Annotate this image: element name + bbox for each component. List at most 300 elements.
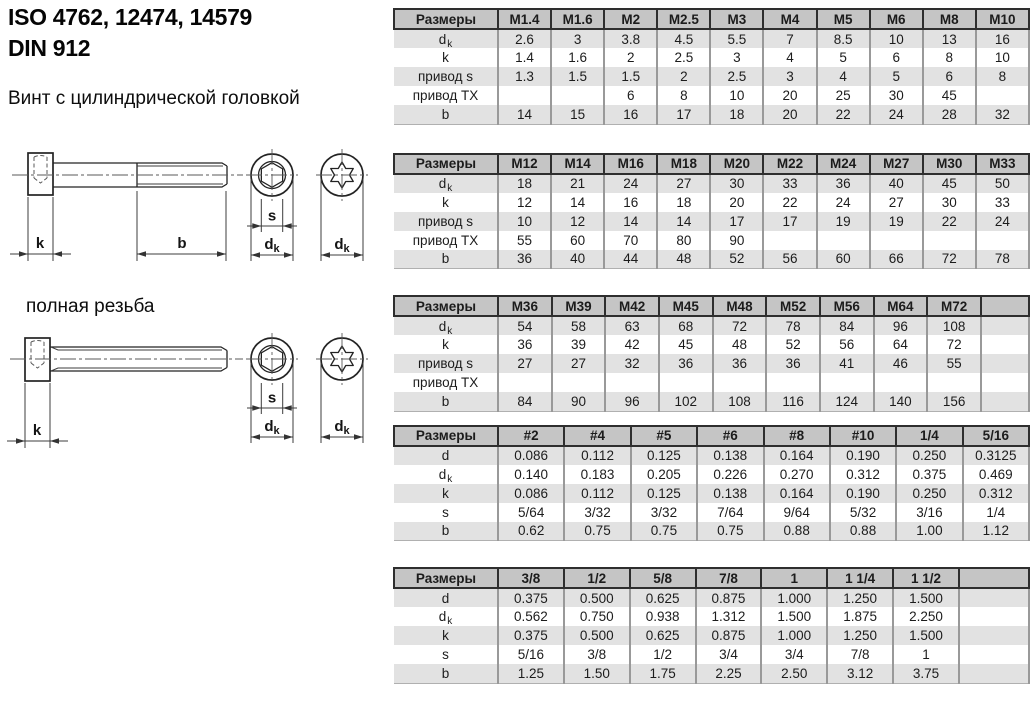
param-value: 30	[923, 193, 976, 212]
table-row	[394, 607, 1029, 626]
param-value: 55	[927, 354, 981, 373]
table-row	[394, 67, 1029, 86]
param-label: b	[394, 392, 498, 411]
param-value: 8.5	[817, 29, 870, 48]
param-value: 63	[605, 316, 659, 335]
param-value: 0.75	[564, 522, 630, 541]
param-value: 0.164	[764, 446, 830, 465]
dim-label-k: k	[35, 235, 45, 252]
param-label: k	[394, 335, 498, 354]
size-col-header: 1/2	[564, 568, 630, 588]
param-value: 1.4	[498, 48, 551, 67]
size-col-header: #10	[830, 426, 896, 446]
socket-hidden-lines	[31, 341, 44, 369]
param-value: 14	[498, 105, 551, 124]
param-value	[605, 373, 659, 392]
param-label: привод TX	[394, 231, 498, 250]
param-value: 17	[763, 212, 816, 231]
param-value: 1.312	[696, 607, 762, 626]
param-value: 2	[657, 67, 710, 86]
param-value: 3/4	[761, 645, 827, 664]
param-value: 2.25	[696, 664, 762, 683]
param-value: 0.469	[963, 465, 1029, 484]
screw-partial-thread-drawing	[0, 145, 392, 267]
param-label: привод s	[394, 212, 498, 231]
screw-head-outline	[28, 153, 53, 195]
size-row-header: Размеры	[394, 154, 498, 174]
param-value: 0.125	[631, 484, 697, 503]
param-value: 3/32	[631, 503, 697, 522]
param-value: 3.75	[893, 664, 959, 683]
param-value: 27	[552, 354, 606, 373]
dim-label-dk-torx: $d_k$	[334, 418, 350, 437]
dim-label-dk: $d_k$	[264, 418, 280, 437]
spec-table-metric-medium	[393, 153, 1030, 270]
param-value: 32	[976, 105, 1029, 124]
param-value: 0.138	[697, 484, 763, 503]
param-value: 66	[870, 250, 923, 269]
param-value: 68	[659, 316, 713, 335]
size-col-header: 1	[761, 568, 827, 588]
param-value	[498, 373, 552, 392]
param-value: 2.50	[761, 664, 827, 683]
param-value: 78	[976, 250, 1029, 269]
table-row	[394, 105, 1029, 124]
param-value: 0.250	[896, 446, 962, 465]
param-label: $d_k$	[394, 316, 498, 335]
left-column	[0, 0, 392, 703]
param-value: 16	[604, 105, 657, 124]
param-value: 36	[498, 250, 551, 269]
param-value	[981, 316, 1029, 335]
param-value: 4.5	[657, 29, 710, 48]
param-value: 0.226	[697, 465, 763, 484]
param-label: привод s	[394, 354, 498, 373]
screw-full-thread-drawing	[0, 330, 392, 455]
size-col-header: M8	[923, 9, 976, 29]
param-value	[976, 231, 1029, 250]
param-value: 96	[605, 392, 659, 411]
param-value: 0.250	[896, 484, 962, 503]
product-name: Винт с цилиндрической головкой	[8, 88, 300, 109]
param-value: 0.183	[564, 465, 630, 484]
dim-label-dk: $d_k$	[264, 236, 280, 255]
param-value: 1.500	[893, 626, 959, 645]
table-row	[394, 250, 1029, 269]
param-value: 3.12	[827, 664, 893, 683]
param-value: 27	[657, 174, 710, 193]
table-row	[394, 48, 1029, 67]
param-label: d	[394, 588, 498, 607]
param-value	[498, 86, 551, 105]
param-value: 6	[870, 48, 923, 67]
param-value: 0.375	[498, 588, 564, 607]
table-row	[394, 664, 1029, 683]
size-col-header: 7/8	[696, 568, 762, 588]
param-value: 52	[766, 335, 820, 354]
table-row	[394, 86, 1029, 105]
spec-table-metric-small	[393, 8, 1030, 125]
size-col-header: M48	[713, 296, 767, 316]
param-value: 84	[820, 316, 874, 335]
param-value: 60	[817, 250, 870, 269]
param-value: 0.625	[630, 626, 696, 645]
param-value: 16	[604, 193, 657, 212]
size-col-header: M14	[551, 154, 604, 174]
full-thread-label: полная резьба	[26, 296, 155, 317]
size-col-header: M3	[710, 9, 763, 29]
param-value	[959, 645, 1029, 664]
param-value: 14	[657, 212, 710, 231]
param-value: 19	[817, 212, 870, 231]
param-value	[959, 664, 1029, 683]
param-value: 8	[657, 86, 710, 105]
blank-col-header	[959, 568, 1029, 588]
spec-table-metric-large	[393, 295, 1030, 412]
param-value: 42	[605, 335, 659, 354]
param-value: 90	[552, 392, 606, 411]
crosshair-centerlines-torx	[316, 149, 368, 201]
param-value: 2.6	[498, 29, 551, 48]
param-value: 0.3125	[963, 446, 1029, 465]
param-value: 46	[874, 354, 928, 373]
param-value: 2.250	[893, 607, 959, 626]
param-value: 14	[551, 193, 604, 212]
page-title	[8, 2, 252, 64]
param-value: 2.5	[710, 67, 763, 86]
table-row	[394, 316, 1029, 335]
size-col-header: 5/16	[963, 426, 1029, 446]
param-value: 33	[976, 193, 1029, 212]
param-value: 0.88	[764, 522, 830, 541]
param-value: 18	[498, 174, 551, 193]
param-value: 0.875	[696, 588, 762, 607]
param-value: 5/32	[830, 503, 896, 522]
param-value: 52	[710, 250, 763, 269]
size-col-header: M39	[552, 296, 606, 316]
param-value	[820, 373, 874, 392]
param-value: 1.5	[551, 67, 604, 86]
size-col-header: #6	[697, 426, 763, 446]
param-value: 90	[710, 231, 763, 250]
param-value: 6	[604, 86, 657, 105]
table-row	[394, 503, 1029, 522]
param-value: 0.086	[498, 484, 564, 503]
param-label: b	[394, 105, 498, 124]
param-value: 22	[817, 105, 870, 124]
param-value: 3/8	[564, 645, 630, 664]
param-label: k	[394, 48, 498, 67]
param-value: 1.5	[604, 67, 657, 86]
table-row	[394, 212, 1029, 231]
size-col-header: M30	[923, 154, 976, 174]
size-row-header: Размеры	[394, 9, 498, 29]
param-value: 1.50	[564, 664, 630, 683]
param-value: 0.500	[564, 588, 630, 607]
param-label: привод s	[394, 67, 498, 86]
size-col-header: M1.6	[551, 9, 604, 29]
param-value	[959, 607, 1029, 626]
param-value	[981, 335, 1029, 354]
size-col-header: M56	[820, 296, 874, 316]
param-value: 0.164	[764, 484, 830, 503]
param-value: 0.112	[564, 484, 630, 503]
param-value: 40	[870, 174, 923, 193]
param-value: 27	[498, 354, 552, 373]
table-row	[394, 522, 1029, 541]
param-value	[551, 86, 604, 105]
param-value: 40	[551, 250, 604, 269]
size-col-header: 1/4	[896, 426, 962, 446]
size-row-header: Размеры	[394, 296, 498, 316]
param-value: 0.375	[498, 626, 564, 645]
param-value	[981, 392, 1029, 411]
param-value: 1.00	[896, 522, 962, 541]
size-col-header: M20	[710, 154, 763, 174]
param-label: b	[394, 664, 498, 683]
spec-table-inch-large	[393, 567, 1030, 684]
param-value: 24	[976, 212, 1029, 231]
param-label: k	[394, 626, 498, 645]
param-value	[959, 626, 1029, 645]
param-value	[976, 86, 1029, 105]
param-value: 20	[763, 86, 816, 105]
param-value: 55	[498, 231, 551, 250]
param-label: $d_k$	[394, 607, 498, 626]
param-value: 60	[551, 231, 604, 250]
param-value	[959, 588, 1029, 607]
standard-iso: ISO 4762, 12474, 14579	[8, 4, 253, 30]
param-value: 36	[817, 174, 870, 193]
dim-label-dk-torx: $d_k$	[334, 236, 350, 255]
param-value: 36	[498, 335, 552, 354]
param-label: $d_k$	[394, 174, 498, 193]
param-value	[927, 373, 981, 392]
param-label: d	[394, 446, 498, 465]
param-value: 4	[817, 67, 870, 86]
size-col-header: M27	[870, 154, 923, 174]
size-col-header: #5	[631, 426, 697, 446]
param-value: 7/8	[827, 645, 893, 664]
param-label: k	[394, 193, 498, 212]
param-value: 5	[817, 48, 870, 67]
table-row	[394, 446, 1029, 465]
param-value: 64	[874, 335, 928, 354]
param-value: 20	[763, 105, 816, 124]
param-value: 5/16	[498, 645, 564, 664]
param-value: 7/64	[697, 503, 763, 522]
param-value: 0.125	[631, 446, 697, 465]
param-value: 2	[604, 48, 657, 67]
size-col-header: M52	[766, 296, 820, 316]
param-value: 3/32	[564, 503, 630, 522]
size-col-header: #8	[764, 426, 830, 446]
param-value	[766, 373, 820, 392]
param-value: 3	[710, 48, 763, 67]
param-value: 36	[713, 354, 767, 373]
param-value: 0.500	[564, 626, 630, 645]
param-value: 96	[874, 316, 928, 335]
param-value: 72	[713, 316, 767, 335]
standard-din: DIN 912	[8, 35, 91, 61]
param-value	[981, 354, 1029, 373]
size-col-header: M36	[498, 296, 552, 316]
size-col-header: M12	[498, 154, 551, 174]
size-col-header: M72	[927, 296, 981, 316]
table-row	[394, 193, 1029, 212]
table-row	[394, 29, 1029, 48]
param-value: 9/64	[764, 503, 830, 522]
param-value: 0.112	[564, 446, 630, 465]
size-col-header: M2	[604, 9, 657, 29]
param-value: 18	[710, 105, 763, 124]
param-value: 72	[927, 335, 981, 354]
crosshair-centerlines	[246, 333, 298, 385]
param-value: 36	[766, 354, 820, 373]
table-row	[394, 373, 1029, 392]
param-value: 1	[893, 645, 959, 664]
param-value: 22	[763, 193, 816, 212]
param-value: 0.086	[498, 446, 564, 465]
param-value: 45	[923, 174, 976, 193]
param-value: 12	[551, 212, 604, 231]
param-value: 17	[657, 105, 710, 124]
param-value: 0.625	[630, 588, 696, 607]
param-value: 108	[927, 316, 981, 335]
size-col-header: 1 1/4	[827, 568, 893, 588]
dim-label-k: k	[32, 422, 42, 439]
param-value: 0.750	[564, 607, 630, 626]
param-label: b	[394, 522, 498, 541]
param-value: 1.75	[630, 664, 696, 683]
param-value: 19	[870, 212, 923, 231]
param-value: 3/16	[896, 503, 962, 522]
param-value: 15	[551, 105, 604, 124]
param-value: 0.270	[764, 465, 830, 484]
param-value: 1.25	[498, 664, 564, 683]
dim-label-s: s	[267, 389, 277, 407]
size-col-header: 3/8	[498, 568, 564, 588]
param-value: 0.88	[830, 522, 896, 541]
param-value: 30	[710, 174, 763, 193]
param-value: 102	[659, 392, 713, 411]
param-value: 108	[713, 392, 767, 411]
table-row	[394, 231, 1029, 250]
table-row	[394, 484, 1029, 503]
param-value: 24	[604, 174, 657, 193]
param-value: 0.375	[896, 465, 962, 484]
param-label: k	[394, 484, 498, 503]
param-value: 0.312	[963, 484, 1029, 503]
param-value: 24	[870, 105, 923, 124]
param-value: 8	[976, 67, 1029, 86]
param-label: привод TX	[394, 86, 498, 105]
table-row	[394, 392, 1029, 411]
param-value	[552, 373, 606, 392]
param-value: 56	[820, 335, 874, 354]
param-value: 84	[498, 392, 552, 411]
param-value	[763, 231, 816, 250]
param-value: 10	[976, 48, 1029, 67]
param-value: 24	[817, 193, 870, 212]
param-value: 21	[551, 174, 604, 193]
param-value	[817, 231, 870, 250]
param-value: 78	[766, 316, 820, 335]
param-value: 0.875	[696, 626, 762, 645]
size-col-header: M45	[659, 296, 713, 316]
param-value: 32	[605, 354, 659, 373]
param-value: 0.75	[631, 522, 697, 541]
param-value: 13	[923, 29, 976, 48]
param-value: 5.5	[710, 29, 763, 48]
param-value: 2.5	[657, 48, 710, 67]
size-col-header: M2.5	[657, 9, 710, 29]
param-value: 17	[710, 212, 763, 231]
param-value: 20	[710, 193, 763, 212]
param-value: 44	[604, 250, 657, 269]
param-value	[659, 373, 713, 392]
size-col-header: 1 1/2	[893, 568, 959, 588]
param-value: 0.312	[830, 465, 896, 484]
table-row	[394, 588, 1029, 607]
param-value: 80	[657, 231, 710, 250]
table-row	[394, 174, 1029, 193]
param-value: 48	[657, 250, 710, 269]
size-row-header: Размеры	[394, 426, 498, 446]
param-value: 1.250	[827, 626, 893, 645]
param-value: 0.75	[697, 522, 763, 541]
param-label: $d_k$	[394, 29, 498, 48]
size-col-header: M64	[874, 296, 928, 316]
spec-table-inch-small	[393, 425, 1030, 542]
param-value	[874, 373, 928, 392]
param-value: 10	[710, 86, 763, 105]
param-value: 1.3	[498, 67, 551, 86]
param-value	[923, 231, 976, 250]
param-value: 0.938	[630, 607, 696, 626]
param-value: 10	[498, 212, 551, 231]
param-value: 5/64	[498, 503, 564, 522]
param-value: 28	[923, 105, 976, 124]
blank-col-header	[981, 296, 1029, 316]
screw-head-outline	[25, 338, 50, 381]
size-col-header: M24	[817, 154, 870, 174]
param-value: 3	[763, 67, 816, 86]
param-value: 0.62	[498, 522, 564, 541]
size-col-header: M1.4	[498, 9, 551, 29]
param-value: 5	[870, 67, 923, 86]
param-value: 7	[763, 29, 816, 48]
param-value: 140	[874, 392, 928, 411]
socket-hidden-lines	[34, 156, 47, 184]
param-value: 1.250	[827, 588, 893, 607]
size-col-header: M22	[763, 154, 816, 174]
size-col-header: #4	[564, 426, 630, 446]
size-col-header: M18	[657, 154, 710, 174]
size-col-header: M6	[870, 9, 923, 29]
dim-label-b: b	[177, 235, 187, 252]
table-row	[394, 465, 1029, 484]
dim-label-s: s	[267, 207, 277, 225]
param-value: 1.500	[893, 588, 959, 607]
size-col-header: M33	[976, 154, 1029, 174]
param-label: $d_k$	[394, 465, 498, 484]
param-value: 48	[713, 335, 767, 354]
param-value: 45	[659, 335, 713, 354]
param-value: 72	[923, 250, 976, 269]
param-value: 45	[923, 86, 976, 105]
param-value: 116	[766, 392, 820, 411]
